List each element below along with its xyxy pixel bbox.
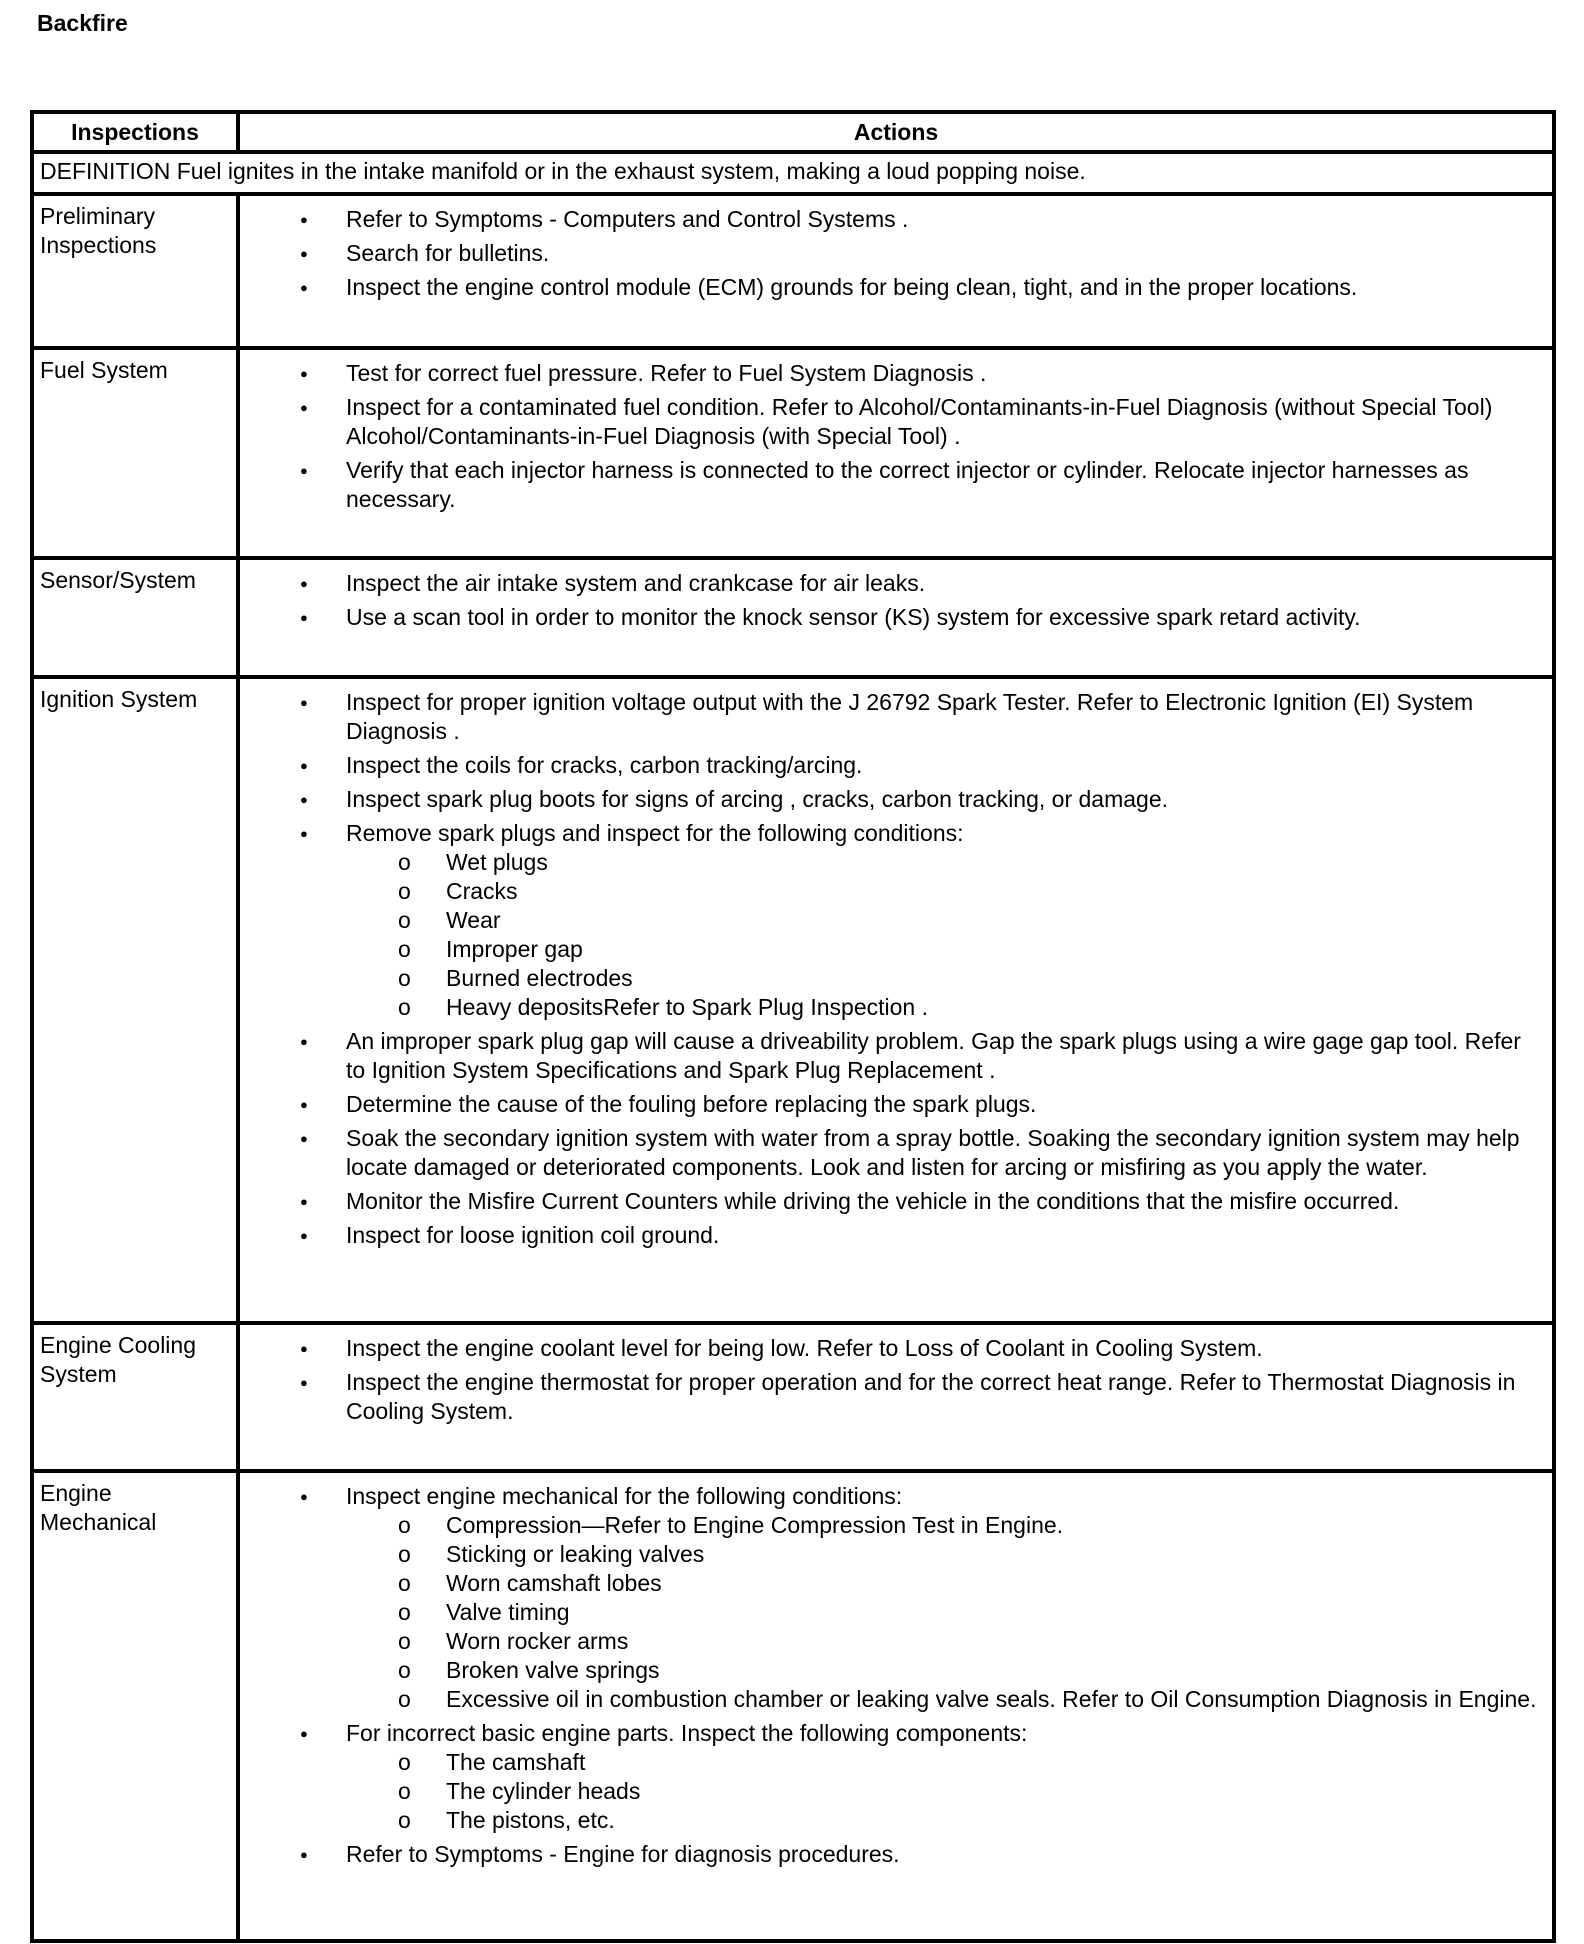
action-item xyxy=(240,1187,1544,1216)
sub-item: o Sticking or leaking valves xyxy=(346,1540,1544,1569)
sub-item: o Heavy depositsRefer to Spark Plug Inspection . xyxy=(346,993,1544,1022)
action-item xyxy=(240,569,1544,598)
table-header-row xyxy=(32,112,1554,152)
action-item xyxy=(240,785,1544,814)
header-actions: Actions xyxy=(238,112,1554,152)
inspection-cell: Engine Cooling System xyxy=(32,1323,238,1471)
sub-item: o Worn camshaft lobes xyxy=(346,1569,1544,1598)
action-item xyxy=(240,273,1544,302)
sub-item: o Broken valve springs xyxy=(346,1656,1544,1685)
action-text: Refer to Symptoms - Computers and Control Systems . xyxy=(346,206,909,232)
action-text: Inspect for a contaminated fuel condition. Refer to Alcohol/Contaminants-in-Fuel Diagnosis (without Special Tool) Alcohol/Contaminants-in-Fuel Diagnosis (with Special Tool) . xyxy=(346,394,1493,449)
table-row xyxy=(32,677,1554,1323)
action-text: Soak the secondary ignition system with water from a spray bottle. Soaking the secondary ignition system may help locate damaged or deteriorated components. Look and listen for arcing or misfiring as you apply the water. xyxy=(346,1125,1520,1180)
action-text: An improper spark plug gap will cause a driveability problem. Gap the spark plugs using a wire gage gap tool. Refer to Ignition System Specifications and Spark Plug Replacement . xyxy=(346,1028,1521,1083)
sub-item: o Excessive oil in combustion chamber or leaking valve seals. Refer to Oil Consumption Diagnosis in Engine. xyxy=(346,1685,1544,1714)
actions-cell xyxy=(238,348,1554,558)
definition-text: DEFINITION Fuel ignites in the intake manifold or in the exhaust system, making a loud popping noise. xyxy=(32,152,1554,194)
sub-item: o Cracks xyxy=(346,877,1544,906)
sub-item: o The camshaft xyxy=(346,1748,1544,1777)
sub-item: o Valve timing xyxy=(346,1598,1544,1627)
action-item xyxy=(240,1719,1544,1835)
actions-cell xyxy=(238,194,1554,348)
actions-cell xyxy=(238,558,1554,677)
inspection-cell: Fuel System xyxy=(32,348,238,558)
action-text: Inspect the air intake system and crankcase for air leaks. xyxy=(346,570,926,596)
inspection-cell: Engine Mechanical xyxy=(32,1471,238,1941)
action-item xyxy=(240,205,1544,234)
action-text: For incorrect basic engine parts. Inspect the following components: xyxy=(346,1720,1028,1746)
action-text: Test for correct fuel pressure. Refer to Fuel System Diagnosis . xyxy=(346,360,987,386)
sub-item: o Improper gap xyxy=(346,935,1544,964)
action-list xyxy=(240,359,1544,514)
action-text: Search for bulletins. xyxy=(346,240,550,266)
header-inspections: Inspections xyxy=(32,112,238,152)
action-item xyxy=(240,359,1544,388)
sub-item: o The cylinder heads xyxy=(346,1777,1544,1806)
action-item xyxy=(240,1221,1544,1250)
action-item xyxy=(240,819,1544,1022)
action-item xyxy=(240,1368,1544,1426)
action-list xyxy=(240,205,1544,302)
action-text: Determine the cause of the fouling before replacing the spark plugs. xyxy=(346,1091,1037,1117)
inspection-cell: Sensor/System xyxy=(32,558,238,677)
action-text: Inspect for proper ignition voltage output with the J 26792 Spark Tester. Refer to Electronic Ignition (EI) System Diagnosis . xyxy=(346,689,1474,744)
action-item xyxy=(240,603,1544,632)
action-item xyxy=(240,456,1544,514)
action-list xyxy=(240,1334,1544,1426)
action-text: Remove spark plugs and inspect for the following conditions: xyxy=(346,820,964,846)
inspection-cell: Ignition System xyxy=(32,677,238,1323)
action-text: Use a scan tool in order to monitor the knock sensor (KS) system for excessive spark retard activity. xyxy=(346,604,1361,630)
sub-item: o Wet plugs xyxy=(346,848,1544,877)
sub-item: o Burned electrodes xyxy=(346,964,1544,993)
action-text: Inspect the engine control module (ECM) grounds for being clean, tight, and in the proper locations. xyxy=(346,274,1358,300)
sub-item: o Worn rocker arms xyxy=(346,1627,1544,1656)
sub-list xyxy=(346,1511,1544,1714)
action-item xyxy=(240,1840,1544,1869)
inspection-cell: Preliminary Inspections xyxy=(32,194,238,348)
table-row xyxy=(32,1471,1554,1941)
table-row xyxy=(32,558,1554,677)
diagnosis-table xyxy=(30,110,1556,1943)
action-text: Inspect the engine coolant level for being low. Refer to Loss of Coolant in Cooling System. xyxy=(346,1335,1263,1361)
actions-cell xyxy=(238,1323,1554,1471)
action-item xyxy=(240,751,1544,780)
action-text: Inspect for loose ignition coil ground. xyxy=(346,1222,720,1248)
action-text: Inspect spark plug boots for signs of arcing , cracks, carbon tracking, or damage. xyxy=(346,786,1169,812)
action-text: Inspect engine mechanical for the following conditions: xyxy=(346,1483,903,1509)
sub-list xyxy=(346,1748,1544,1835)
action-item xyxy=(240,239,1544,268)
action-item xyxy=(240,1334,1544,1363)
sub-item: o Wear xyxy=(346,906,1544,935)
action-item xyxy=(240,1090,1544,1119)
sub-list xyxy=(346,848,1544,1022)
sub-item: o Compression—Refer to Engine Compression Test in Engine. xyxy=(346,1511,1544,1540)
definition-row xyxy=(32,152,1554,194)
sub-item: o The pistons, etc. xyxy=(346,1806,1544,1835)
action-text: Refer to Symptoms - Engine for diagnosis procedures. xyxy=(346,1841,900,1867)
action-item xyxy=(240,688,1544,746)
action-item xyxy=(240,1027,1544,1085)
action-item xyxy=(240,393,1544,451)
action-text: Inspect the coils for cracks, carbon tracking/arcing. xyxy=(346,752,863,778)
page-title: Backfire xyxy=(37,10,128,36)
action-list xyxy=(240,569,1544,632)
action-item xyxy=(240,1482,1544,1714)
action-text: Monitor the Misfire Current Counters while driving the vehicle in the conditions that the misfire occurred. xyxy=(346,1188,1400,1214)
action-text: Inspect the engine thermostat for proper operation and for the correct heat range. Refer to Thermostat Diagnosis in Cooling System. xyxy=(346,1369,1516,1424)
action-text: Verify that each injector harness is connected to the correct injector or cylinder. Relocate injector harnesses as necessary. xyxy=(346,457,1469,512)
action-item xyxy=(240,1124,1544,1182)
table-row xyxy=(32,1323,1554,1471)
table-row xyxy=(32,194,1554,348)
table-row xyxy=(32,348,1554,558)
action-list xyxy=(240,1482,1544,1869)
actions-cell xyxy=(238,1471,1554,1941)
action-list xyxy=(240,688,1544,1250)
actions-cell xyxy=(238,677,1554,1323)
